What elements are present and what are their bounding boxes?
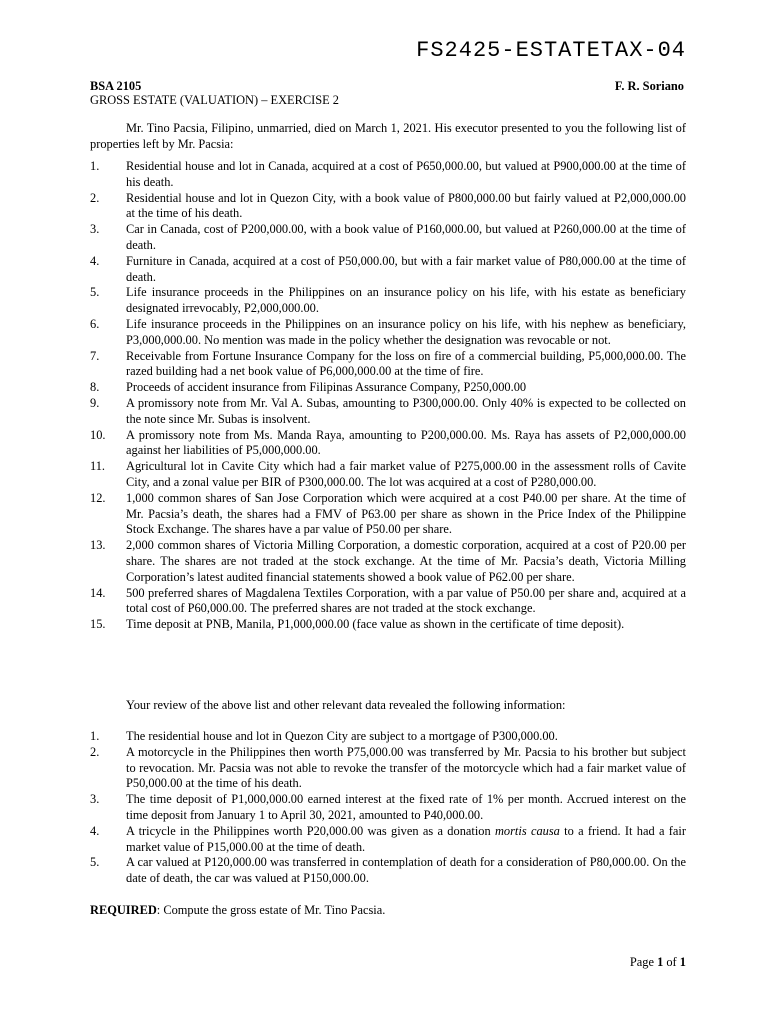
property-item-number: 12. <box>90 490 106 505</box>
property-item <box>90 617 686 633</box>
finding-item-text-em: mortis causa <box>494 823 560 838</box>
property-item-number: 2. <box>90 190 100 205</box>
required-label: REQUIRED <box>90 903 157 917</box>
property-item-text: Residential house and lot in Quezon City, with a book value of P800,000.00 but fairly valued at P2,000,000.00 at the time of his death. <box>126 190 686 221</box>
property-item <box>90 254 686 286</box>
finding-item-text-pre: A tricycle in the Philippines worth P20,000.00 was given as a donation <box>126 823 495 838</box>
property-item-number: 4. <box>90 253 100 268</box>
finding-item-number: 1. <box>90 729 100 743</box>
property-item-number: 5. <box>90 285 100 300</box>
finding-item <box>90 745 686 792</box>
finding-item <box>90 855 686 887</box>
property-item-text: Residential house and lot in Canada, acquired at a cost of P650,000.00, but valued at P900,000.00 at the time of his death. <box>126 159 686 189</box>
document-code: FS2425-ESTATETAX-04 <box>416 38 686 63</box>
property-item-number: 15. <box>90 617 106 632</box>
property-item <box>90 349 686 381</box>
page-current: 1 <box>657 955 664 969</box>
finding-item-number: 4. <box>90 823 100 838</box>
page-word: Page <box>629 955 658 969</box>
course-code: BSA 2105 <box>90 79 142 93</box>
finding-item <box>90 824 686 856</box>
author-name: F. R. Soriano <box>614 79 684 93</box>
finding-item-number: 5. <box>90 855 100 870</box>
property-item <box>90 191 686 223</box>
finding-item <box>90 792 686 824</box>
properties-list <box>90 159 686 633</box>
finding-item-number: 3. <box>90 792 100 807</box>
finding-item-text: A motorcycle in the Philippines then worth P75,000.00 was transferred by Mr. Pacsia to his brother but subject to revocation. Mr. Pacsia was not able to revoke the transfer of the motorcycle which had a fair market value of P50,000.00 at the time of his death. <box>126 744 686 791</box>
property-item <box>90 586 686 618</box>
property-item <box>90 317 686 349</box>
property-item <box>90 491 686 538</box>
property-item-text: 2,000 common shares of Victoria Milling Corporation, a domestic corporation, acquired at a cost of P20.00 per share. The shares are not traded at the stock exchange. At the time of Mr. Pacsia’s death, Victoria Milling Corporation’s latest audited financial statements showed a book value of P62.00 per share. <box>126 538 686 584</box>
property-item-number: 9. <box>90 395 100 410</box>
review-paragraph: Your review of the above list and other relevant data revealed the following information: <box>126 698 566 712</box>
finding-item-text: A car valued at P120,000.00 was transferred in contemplation of death for a consideration of P80,000.00. On the date of death, the car was valued at P150,000.00. <box>126 855 686 886</box>
finding-item <box>90 729 686 745</box>
property-item <box>90 428 686 460</box>
property-item-number: 3. <box>90 222 100 237</box>
page-total: 1 <box>679 955 686 969</box>
property-item-number: 14. <box>90 585 106 600</box>
property-item-text: A promissory note from Mr. Val A. Subas, amounting to P300,000.00. Only 40% is expected to be collected on the note since Mr. Subas is insolvent. <box>126 395 686 426</box>
property-item-text: Life insurance proceeds in the Philippines on an insurance policy on his life, with his estate as beneficiary designated irrevocably, P2,000,000.00. <box>126 285 686 316</box>
property-item-number: 1. <box>90 159 100 173</box>
required-text: : Compute the gross estate of Mr. Tino Pacsia. <box>156 903 386 917</box>
finding-item-text: The residential house and lot in Quezon City are subject to a mortgage of P300,000.00. <box>126 729 558 743</box>
property-item-text: 500 preferred shares of Magdalena Textiles Corporation, with a par value of P50.00 per share and, acquired at a total cost of P60,000.00. The preferred shares are not traded at the stock exchange. <box>126 585 686 616</box>
property-item <box>90 396 686 428</box>
property-item <box>90 459 686 491</box>
property-item <box>90 285 686 317</box>
property-item-text: 1,000 common shares of San Jose Corporation which were acquired at a cost P40.00 per share. At the time of Mr. Pacsia’s death, the shares had a FMV of P63.00 per share as shown in the Price Index of the Philippine Stock Exchange. The shares have a par value of P50.00 per share. <box>126 490 686 537</box>
property-item-number: 11. <box>90 459 106 474</box>
finding-item-number: 2. <box>90 744 100 759</box>
property-item-number: 10. <box>90 427 106 442</box>
page-footer <box>630 955 686 970</box>
of-word: of <box>663 955 680 969</box>
property-item <box>90 159 686 191</box>
property-item <box>90 380 686 396</box>
property-item-text: Agricultural lot in Cavite City which had a fair market value of P275,000.00 in the assessment rolls of Cavite City, and a zonal value per BIR of P300,000.00. The lot was acquired at a cost of P280,000.00. <box>126 459 686 489</box>
property-item-text: Furniture in Canada, acquired at a cost of P50,000.00, but with a fair market value of P80,000.00 at the time of death. <box>126 253 686 284</box>
property-item-text: Proceeds of accident insurance from Filipinas Assurance Company, P250,000.00 <box>126 380 527 395</box>
finding-item-text: The time deposit of P1,000,000.00 earned interest at the fixed rate of 1% per month. Accrued interest on the time deposit from January 1 to April 30, 2021, amounted to P40,000.00. <box>126 792 686 822</box>
property-item-text: Time deposit at PNB, Manila, P1,000,000.00 (face value as shown in the certificate of time deposit). <box>126 617 625 632</box>
property-item-text: Life insurance proceeds in the Philippines on an insurance policy on his life, with his nephew as beneficiary, P3,000,000.00. No mention was made in the policy whether the designation was revocable or not. <box>126 316 686 347</box>
property-item-text: Receivable from Fortune Insurance Company for the loss on fire of a commercial building, P5,000,000.00. The razed building had a net book value of P6,000,000.00 at the time of fire. <box>126 348 686 379</box>
property-item-text: Car in Canada, cost of P200,000.00, with a book value of P160,000.00, but valued at P260,000.00 at the time of death. <box>126 222 686 252</box>
property-item-text: A promissory note from Ms. Manda Raya, amounting to P200,000.00. Ms. Raya has assets of P2,000,000.00 against her liabilities of P5,000,000.00. <box>126 427 686 458</box>
property-item-number: 13. <box>90 538 106 553</box>
property-item-number: 8. <box>90 380 100 395</box>
property-item-number: 7. <box>90 348 100 363</box>
header-row <box>90 79 684 94</box>
intro-paragraph: Mr. Tino Pacsia, Filipino, unmarried, died on March 1, 2021. His executor presented to you the following list of properties left by Mr. Pacsia: <box>90 121 686 151</box>
finding-item-text-post: to a friend. It had a fair market value of P15,000.00 at the time of death. <box>126 823 686 854</box>
required-statement <box>90 903 686 919</box>
property-item <box>90 538 686 585</box>
findings-list <box>90 729 686 887</box>
property-item <box>90 222 686 254</box>
exercise-title: GROSS ESTATE (VALUATION) – EXERCISE 2 <box>90 93 340 107</box>
property-item-number: 6. <box>90 316 100 331</box>
